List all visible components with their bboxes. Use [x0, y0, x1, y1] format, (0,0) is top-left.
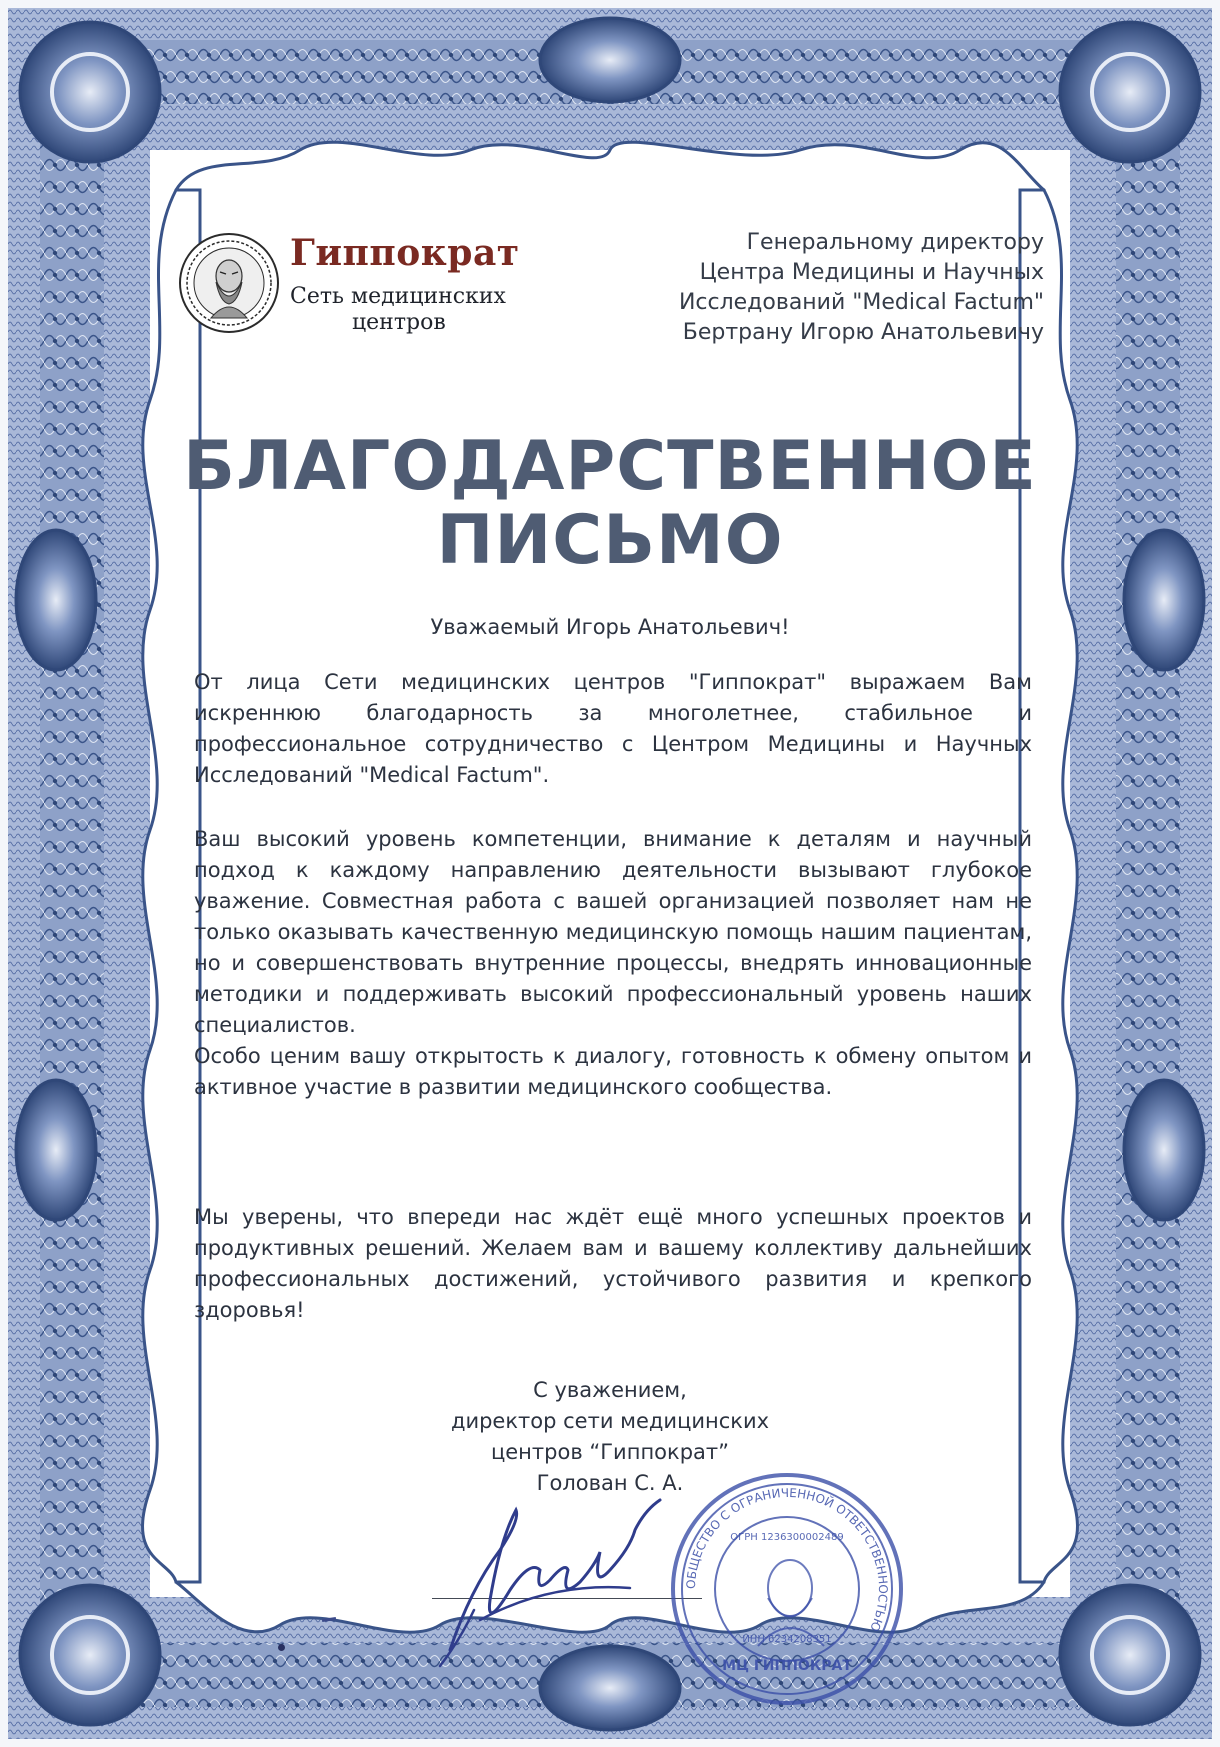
paragraph-text: Особо ценим вашу открытость к диалогу, готовность к обмену опытом и активное участие в развитии медицинского сообщества.: [194, 1044, 1032, 1099]
paragraph-text: Мы уверены, что впереди нас ждёт ещё много успешных проектов и продуктивных решений. Желаем вам и вашему коллективу дальнейших профессиональных достижений, устойчивого развития и крепкого здоровья!: [194, 1205, 1032, 1322]
addressee-line: Бертрану Игорю Анатольевичу: [682, 320, 1044, 345]
greeting: Уважаемый Игорь Анатольевич!: [430, 615, 790, 639]
closing-line: С уважением,: [533, 1378, 687, 1402]
body-paragraph: [194, 824, 1032, 1103]
closing-line: Голован С. А.: [536, 1471, 684, 1495]
stamp-center-text: МЦ ГИППОКРАТ: [722, 1658, 852, 1674]
addressee-block: [574, 228, 1044, 348]
stamp-inn: ИНН 6234208351: [742, 1634, 832, 1645]
closing-line: центров “Гиппократ”: [490, 1440, 730, 1464]
ink-mark: [278, 1644, 285, 1651]
logo-name: Гиппократ: [290, 232, 520, 274]
logo-subtitle: центров: [352, 310, 446, 335]
logo-subtitle: Сеть медицинских: [290, 284, 506, 309]
stamp-ogrn: ОГРН 1236300002489: [730, 1532, 844, 1543]
addressee-line: Центра Медицины и Научных: [699, 260, 1044, 285]
letter-title: ПИСЬМО: [436, 501, 784, 580]
handwritten-signature: [430, 1470, 670, 1670]
letter-title: БЛАГОДАРСТВЕННОЕ: [183, 427, 1037, 506]
hippocrates-portrait-icon: [178, 232, 280, 334]
body-paragraph: [194, 1202, 1032, 1326]
addressee-line: Исследований "Medical Factum": [678, 290, 1044, 315]
official-stamp: [668, 1470, 906, 1708]
body-paragraph: [194, 667, 1032, 791]
stamp-ring-text: ОБЩЕСТВО С ОГРАНИЧЕННОЙ ОТВЕТСТВЕННОСТЬЮ: [683, 1485, 891, 1634]
closing-line: директор сети медицинских: [450, 1409, 770, 1433]
hippocrates-logo: [178, 232, 538, 342]
paragraph-text: Ваш высокий уровень компетенции, внимание к деталям и научный подход к каждому направлению деятельности вызывают глубокое уважение. Совместная работа с вашей организацией позволяет нам не только оказывать качественную медицинскую помощь нашим пациентам, но и совершенствовать внутренние процессы, внедрять инновационные методики и поддерживать высокий профессиональный уровень наших специалистов.: [194, 827, 1032, 1037]
addressee-line: Генеральному директору: [746, 230, 1044, 255]
paragraph-text: От лица Сети медицинских центров "Гиппократ" выражаем Вам искреннюю благодарность за многолетнее, стабильное и профессиональное сотрудничество с Центром Медицины и Научных Исследований "Medical Factum".: [194, 670, 1032, 787]
